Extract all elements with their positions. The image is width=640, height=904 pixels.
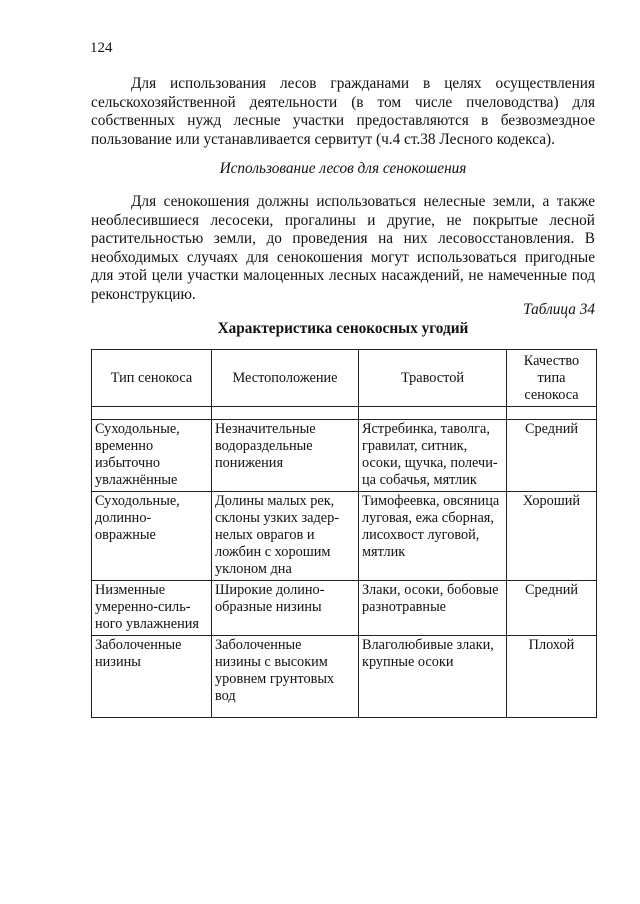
table-row — [92, 492, 597, 581]
cell-grass-line: крупные осоки — [362, 654, 454, 670]
cell-quality: Средний — [507, 420, 597, 492]
cell-grass-line: Влаголюбивые злаки, — [362, 637, 494, 653]
cell-location-line: Долины малых рек, — [215, 493, 335, 509]
cell-location-line: низины с высоким — [215, 654, 328, 670]
cell-grass — [359, 581, 507, 636]
paragraph-haymaking: Для сенокошения должны использоваться нелесные земли, а также необлесившиеся лесосеки, прогалины и другие, не покрытые лесной растительностью земли, до проведения на них лесовосстановления. В необходимых случаях для сенокошения могут использоваться пригодные для этой цели участки малоценных лесных насаждений, не намеченные под реконструкцию. — [91, 193, 595, 303]
cell-quality: Хороший — [507, 492, 597, 581]
cell-grass-line: ца собачья, мятлик — [362, 472, 477, 488]
header-quality: Качество типа сенокоса — [507, 350, 597, 407]
header-location: Местоположение — [212, 350, 359, 407]
cell-location — [212, 636, 359, 718]
cell-grass — [359, 492, 507, 581]
cell-grass-line: Злаки, осоки, бобовые — [362, 582, 499, 598]
cell-location-line: Незначительные — [215, 421, 316, 437]
cell-type-line: умеренно-силь- — [95, 599, 191, 615]
hayfield-table — [91, 349, 597, 718]
cell-location-line: образные низины — [215, 599, 322, 615]
cell-location-line: вод — [215, 688, 236, 704]
cell-grass-line: Тимофеевка, овсяница — [362, 493, 500, 509]
page-number: 124 — [90, 40, 113, 56]
cell-location — [212, 420, 359, 492]
section-heading: Использование лесов для сенокошения — [219, 160, 467, 177]
cell-location-line: ложбин с хорошим — [215, 544, 331, 560]
cell-type-line: увлажнённые — [95, 472, 178, 488]
table-title: Характеристика сенокосных угодий — [217, 320, 469, 337]
table-header-row — [92, 350, 597, 407]
cell-type-line: долинно- — [95, 510, 152, 526]
cell-location-line: Заболоченные — [215, 637, 302, 653]
cell-type — [92, 492, 212, 581]
cell-type — [92, 420, 212, 492]
cell-type — [92, 636, 212, 718]
cell-location-line: нелых оврагов и — [215, 527, 315, 543]
cell-type-line: овражные — [95, 527, 156, 543]
cell-quality: Средний — [507, 581, 597, 636]
cell-location-line: склоны узких задер- — [215, 510, 340, 526]
cell-grass — [359, 420, 507, 492]
cell-grass-line: Ястребинка, таволга, — [362, 421, 490, 437]
header-type: Тип сенокоса — [92, 350, 212, 407]
cell-location-line: Широкие долино- — [215, 582, 325, 598]
cell-location-line: понижения — [215, 455, 284, 471]
table-caption: Таблица 34 — [523, 301, 595, 318]
cell-location — [212, 492, 359, 581]
cell-location-line: уровнем грунтовых — [215, 671, 335, 687]
cell-grass-line: разнотравные — [362, 599, 447, 615]
header-grass: Травостой — [359, 350, 507, 407]
cell-quality: Плохой — [507, 636, 597, 718]
cell-type-line: Суходольные, — [95, 421, 180, 437]
cell-grass — [359, 636, 507, 718]
table-row — [92, 636, 597, 718]
cell-location-line: уклоном дна — [215, 561, 292, 577]
cell-type-line: Заболоченные — [95, 637, 182, 653]
cell-type-line: ного увлажнения — [95, 616, 199, 632]
table-row — [92, 581, 597, 636]
cell-grass-line: лисохвост луговой, — [362, 527, 480, 543]
cell-grass-line: гравилат, ситник, — [362, 438, 468, 454]
cell-type-line: Суходольные, — [95, 493, 180, 509]
cell-location-line: водораздельные — [215, 438, 313, 454]
cell-grass-line: мятлик — [362, 544, 406, 560]
cell-type — [92, 581, 212, 636]
cell-type-line: Низменные — [95, 582, 166, 598]
cell-type-line: низины — [95, 654, 141, 670]
cell-location — [212, 581, 359, 636]
cell-grass-line: осоки, щучка, полечи- — [362, 455, 498, 471]
cell-grass-line: луговая, ежа сборная, — [362, 510, 494, 526]
cell-type-line: временно — [95, 438, 154, 454]
table-row — [92, 420, 597, 492]
cell-type-line: избыточно — [95, 455, 161, 471]
paragraph-forest-use: Для использования лесов гражданами в целях осуществления сельскохозяйственной деятельности (в том числе пчеловодства) для собственных нужд лесные участки предоставляются в безвозмездное пользование или устанавливается сервитут (ч.4 ст.38 Лесного кодекса). — [91, 75, 595, 148]
table-spacer-row — [92, 407, 597, 420]
